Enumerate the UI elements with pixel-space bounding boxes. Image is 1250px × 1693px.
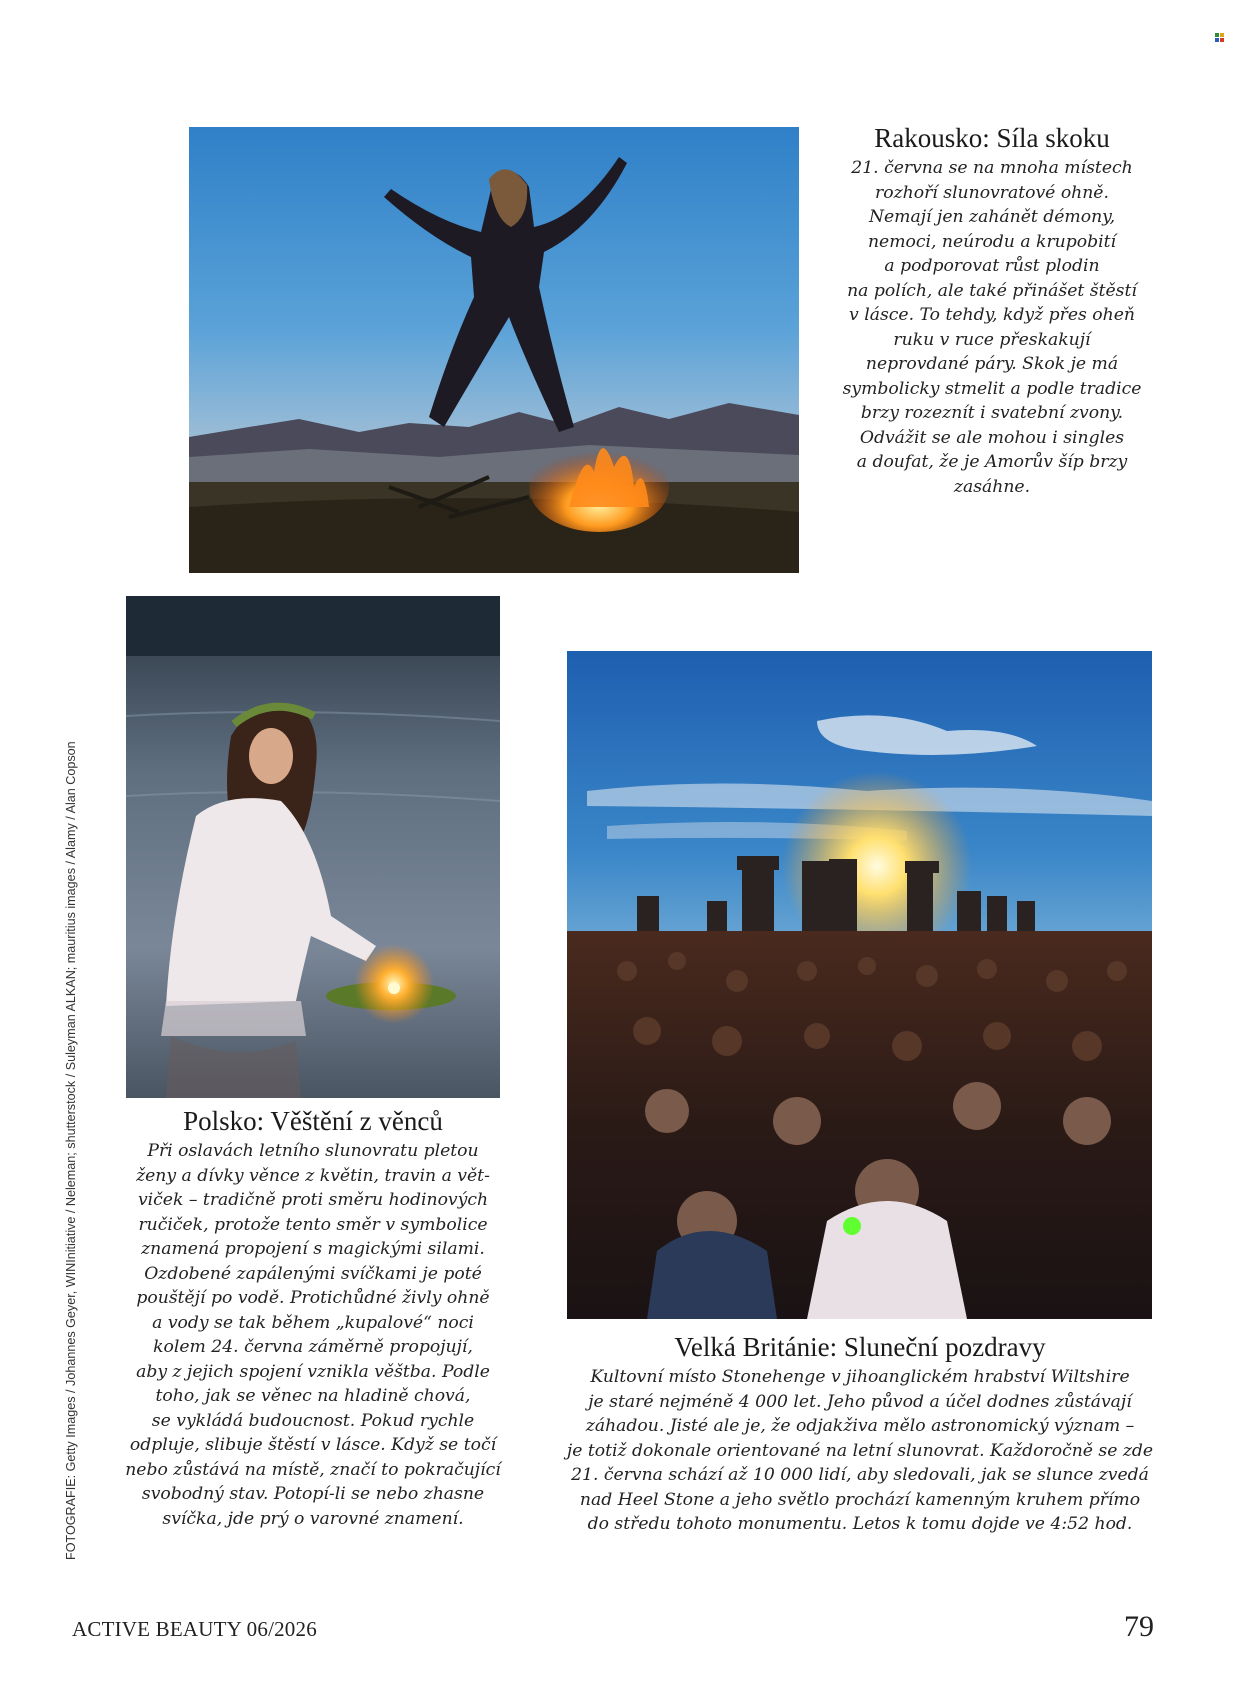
body-line: pouštějí po vodě. Protichůdné živly ohně [136,1288,490,1308]
body-line: svíčka, jde prý o varovné znamení. [162,1508,464,1529]
body-line: symbolicky stmelit a podle tradice [842,378,1142,399]
section-heading: Polsko: Věštění z věnců [183,1106,443,1136]
body-line: svobodný stav. Potopí-li se nebo zhasne [141,1484,485,1504]
brand-logo-icon [1215,33,1224,42]
section-britain [540,1331,1180,1537]
photo-fire-jump [189,127,799,573]
body-line: je totiž dokonale orientované na letní slunovrat. Každoročně se zde [566,1440,1154,1461]
body-line: Ozdobené zapálenými svíčkami je poté [144,1263,482,1284]
body-line: v lásce. To tehdy, když přes oheň [849,305,1135,325]
section-heading: Rakousko: Síla skoku [874,123,1110,153]
body-line: nad Heel Stone a jeho světlo prochází kamenným kruhem přímo [579,1489,1141,1510]
body-line: se vykládá budoucnost. Pokud rychle [151,1410,475,1431]
body-line: a doufat, že je Amorův šíp brzy [856,452,1128,472]
body-line: 21. června se na mnoha místech [851,158,1133,178]
section-heading: Velká Británie: Sluneční pozdravy [674,1332,1046,1362]
body-line: aby z jejich spojení vznikla věštba. Podle [136,1361,490,1382]
body-line: znamená propojení s magickými silami. [141,1239,485,1259]
body-line: Odvážit se ale mohou i singles [859,427,1125,448]
body-line: zasáhne. [953,476,1031,497]
body-line: viček – tradičně proti směru hodinových [137,1190,489,1210]
body-line: ruku v ruce přeskakují [893,329,1091,350]
body-line: nebo zůstává na místě, značí to pokračující [125,1459,501,1480]
body-line: neprovdané páry. Skok je má [865,354,1119,374]
body-line: a vody se tak během „kupalové“ noci [152,1312,474,1333]
section-poland [103,1105,523,1531]
body-line: toho, jak se věnec na hladině chová, [155,1386,471,1406]
body-line: do středu tohoto monumentu. Letos k tomu dojde ve 4:52 hod. [587,1514,1133,1534]
body-line: ručiček, protože tento směr v symbolice [138,1214,488,1235]
body-line: nemoci, neúrodu a krupobití [867,231,1116,252]
body-line: na polích, ale také přinášet štěstí [847,280,1137,301]
body-line: Kultovní místo Stonehenge v jihoanglickém hrabství Wiltshire [590,1367,1130,1387]
body-line: 21. června schází až 10 000 lidí, aby sledovali, jak se slunce zvedá [571,1465,1149,1485]
page-number: 79 [1124,1610,1154,1643]
photo-wreath-water [126,596,500,1098]
body-line: záhadou. Jisté ale je, že odjakživa mělo astronomický význam – [585,1416,1135,1436]
section-austria [811,122,1173,499]
body-line: rozhoří slunovratové ohně. [875,182,1109,203]
body-line: je staré nejméně 4 000 let. Jeho původ a účel dodnes zůstávají [588,1391,1132,1412]
body-line: a podporovat růst plodin [884,256,1100,276]
body-line: kolem 24. června záměrně propojují, [153,1337,473,1357]
body-line: Při oslavách letního slunovratu pletou [147,1141,479,1161]
photo-credit: FOTOGRAFIE: Getty Images / Johannes Geyer, WINInitiative / Neleman; shutterstock / Suleyman ALKAN; mauritius images / Alamy / Alan Copson [64,741,78,1560]
magazine-issue: ACTIVE BEAUTY 06/2026 [72,1617,317,1641]
body-line: Nemají jen zahánět démony, [868,207,1116,227]
photo-stonehenge [567,651,1152,1319]
body-line: brzy rozeznít i svatební zvony. [860,403,1124,423]
body-line: odpluje, slibuje štěstí v lásce. Když se točí [129,1435,497,1455]
body-line: ženy a dívky věnce z květin, travin a vět- [136,1165,490,1186]
